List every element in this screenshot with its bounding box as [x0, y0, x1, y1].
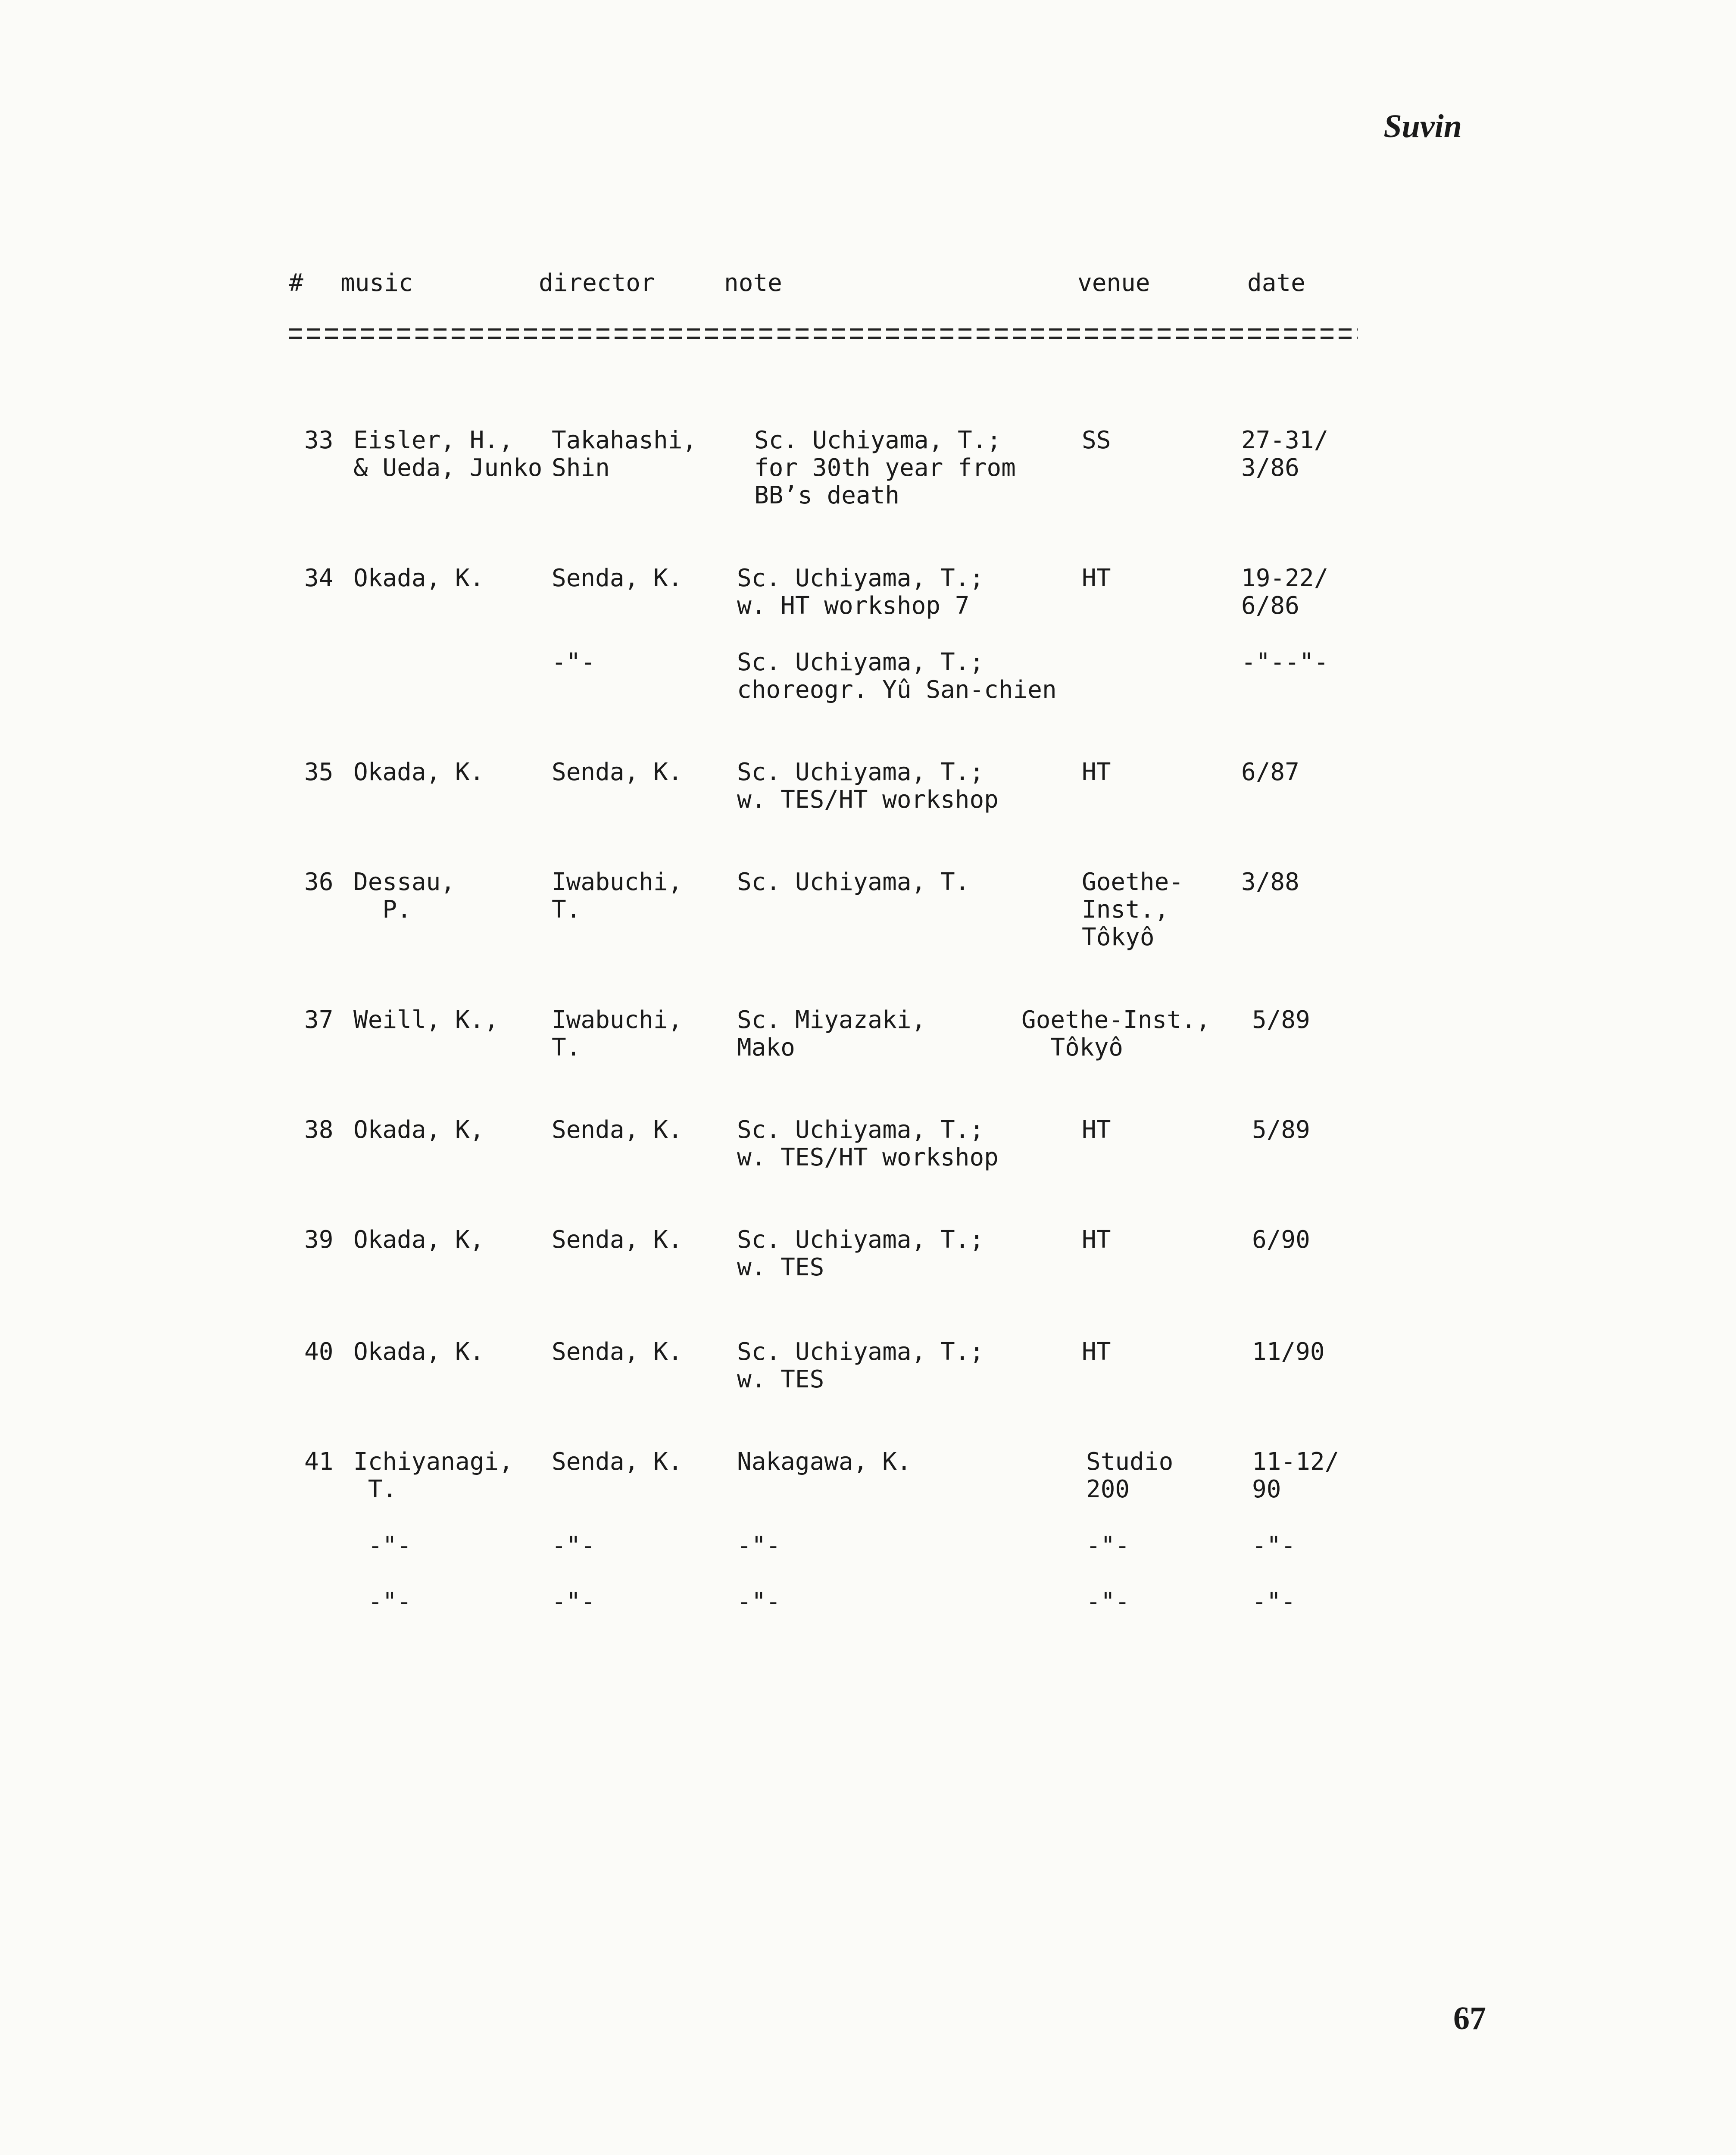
- entry-venue: Studio 200: [1086, 1448, 1174, 1503]
- entry-note: Nakagawa, K.: [737, 1448, 912, 1476]
- entry-venue-ditto: -"-: [1086, 1532, 1130, 1560]
- entry-music: Dessau, P.: [353, 868, 456, 924]
- page-number: 67: [1453, 2000, 1486, 2036]
- entry-date: 6/87: [1241, 758, 1299, 786]
- running-header-author: Suvin: [1383, 108, 1462, 144]
- entry-director-ditto: -"-: [552, 1532, 596, 1560]
- entry-number: 36: [304, 868, 334, 896]
- entry-music: Okada, K.: [353, 758, 484, 786]
- entry-music: Okada, K,: [353, 1116, 484, 1144]
- entry-director: Senda, K.: [552, 758, 683, 786]
- entry-director: Iwabuchi, T.: [552, 868, 683, 924]
- entry-venue: HT: [1082, 1226, 1111, 1254]
- entry-venue: Goethe-Inst., Tôkyô: [1021, 1006, 1211, 1062]
- entry-date: 27-31/ 3/86: [1241, 426, 1329, 482]
- entry-music: Okada, K.: [353, 1338, 484, 1366]
- entry-note-ditto: -"-: [737, 1588, 781, 1616]
- entry-number: 34: [304, 564, 334, 592]
- entry-director: Senda, K.: [552, 1226, 683, 1254]
- column-header-date: date: [1247, 269, 1305, 297]
- column-header-director: director: [539, 269, 655, 297]
- entry-director: Senda, K.: [552, 564, 683, 592]
- entry-director: Senda, K.: [552, 1448, 683, 1476]
- double-dashed-rule: [289, 328, 1358, 339]
- entry-number: 41: [304, 1448, 334, 1476]
- entry-date-ditto: -"-: [1252, 1532, 1296, 1560]
- entry-date: 11/90: [1252, 1338, 1325, 1366]
- entry-director-ditto: -"-: [552, 648, 596, 676]
- entry-note-ditto: -"-: [737, 1532, 781, 1560]
- entry-note: Sc. Uchiyama, T.: [737, 868, 970, 896]
- entry-director: Takahashi, Shin: [552, 426, 697, 482]
- entry-date-ditto: -"-: [1252, 1588, 1296, 1616]
- entry-note: Sc. Uchiyama, T.; w. TES/HT workshop: [737, 758, 999, 814]
- entry-director-ditto: -"-: [552, 1588, 596, 1616]
- entry-note: Sc. Uchiyama, T.; w. TES: [737, 1338, 984, 1393]
- entry-venue: HT: [1082, 564, 1111, 592]
- entry-date: 3/88: [1241, 868, 1299, 896]
- entry-date: 11-12/ 90: [1252, 1448, 1339, 1503]
- entry-director: Senda, K.: [552, 1116, 683, 1144]
- entry-number: 35: [304, 758, 334, 786]
- entry-music-ditto: -"-: [353, 1532, 412, 1560]
- entry-director: Senda, K.: [552, 1338, 683, 1366]
- entry-venue: SS: [1082, 426, 1111, 454]
- entry-note: Sc. Miyazaki, Mako: [737, 1006, 926, 1062]
- entry-music: Okada, K,: [353, 1226, 484, 1254]
- entry-note: Sc. Uchiyama, T.; w. TES/HT workshop: [737, 1116, 999, 1171]
- column-headers: [289, 269, 1366, 300]
- entry-music-ditto: -"-: [353, 1588, 412, 1616]
- column-header-venue: venue: [1077, 269, 1150, 297]
- entry-music: Weill, K.,: [353, 1006, 499, 1034]
- entry-venue: HT: [1082, 758, 1111, 786]
- entry-venue: Goethe- Inst., Tôkyô: [1082, 868, 1184, 951]
- table-row: [0, 1588, 1736, 1754]
- entry-number: 33: [304, 426, 334, 454]
- column-header-number: #: [289, 269, 303, 297]
- entry-date: 5/89: [1252, 1006, 1310, 1034]
- entry-note: Sc. Uchiyama, T.; for 30th year from BB’s death: [754, 426, 1016, 509]
- entry-date-ditto: -"--"-: [1241, 648, 1329, 676]
- entry-note: Sc. Uchiyama, T.; w. TES: [737, 1226, 984, 1281]
- entry-venue: HT: [1082, 1116, 1111, 1144]
- entry-number: 37: [304, 1006, 334, 1034]
- entry-date: 5/89: [1252, 1116, 1310, 1144]
- entry-music: Eisler, H., & Ueda, Junko: [353, 426, 543, 482]
- entry-note: Sc. Uchiyama, T.; choreogr. Yû San-chien: [737, 648, 1057, 704]
- table-row: [0, 649, 1736, 759]
- entry-director: Iwabuchi, T.: [552, 1006, 683, 1062]
- column-header-music: music: [340, 269, 413, 297]
- column-header-note: note: [724, 269, 782, 297]
- entry-date: 19-22/ 6/86: [1241, 564, 1329, 620]
- entry-number: 39: [304, 1226, 334, 1254]
- entry-venue-ditto: -"-: [1086, 1588, 1130, 1616]
- entry-venue: HT: [1082, 1338, 1111, 1366]
- entry-number: 38: [304, 1116, 334, 1144]
- entry-music: Okada, K.: [353, 564, 484, 592]
- entry-note: Sc. Uchiyama, T.; w. HT workshop 7: [737, 564, 984, 620]
- entry-number: 40: [304, 1338, 334, 1366]
- entry-date: 6/90: [1252, 1226, 1310, 1254]
- entry-music: Ichiyanagi, T.: [353, 1448, 513, 1503]
